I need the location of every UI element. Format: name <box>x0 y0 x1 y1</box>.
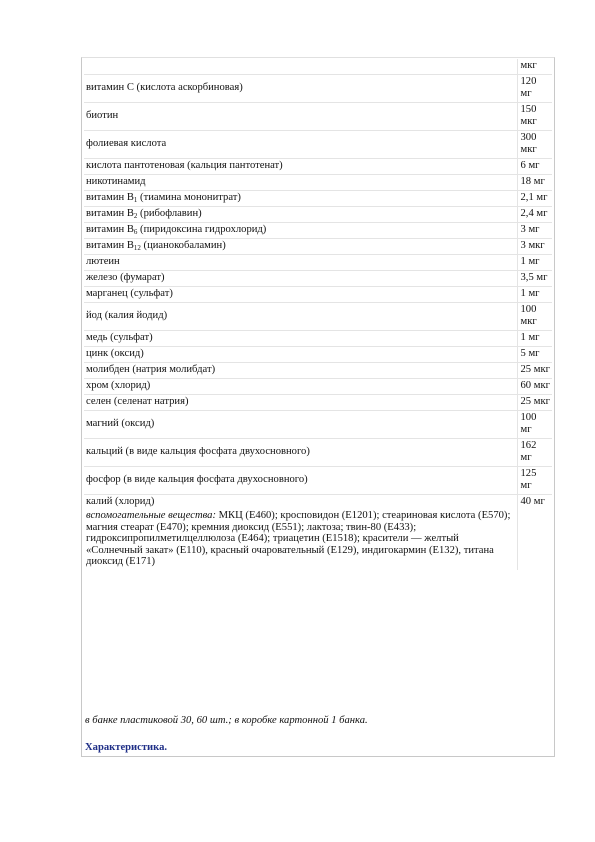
ingredient-name: селен (селенат натрия) <box>84 395 517 411</box>
table-row <box>84 103 552 131</box>
ingredient-amount: 60 мкг <box>517 379 552 395</box>
ingredient-amount: 40 мг <box>520 496 545 507</box>
name-subscript: 6 <box>133 228 138 236</box>
table-row <box>84 287 552 303</box>
excipients-text <box>86 510 515 568</box>
name-prefix: витамин B <box>86 224 134 235</box>
ingredient-name: кальций (в виде кальция фосфата двухосновного) <box>84 439 517 467</box>
name-subscript: 2 <box>133 212 138 220</box>
name-suffix: (рибофлавин) <box>137 208 202 219</box>
ingredient-amount: 3 мкг <box>517 239 552 255</box>
table-row <box>84 439 552 467</box>
ingredient-amount: 2,4 мг <box>517 207 552 223</box>
ingredient-amount: 25 мкг <box>517 363 552 379</box>
ingredient-amount: 1 мг <box>517 331 552 347</box>
name-subscript: 1 <box>133 196 138 204</box>
ingredient-amount: мкг <box>517 59 552 75</box>
ingredient-amount: 1 мг <box>517 255 552 271</box>
excipients-lead: вспомогательные вещества: <box>86 510 216 521</box>
ingredient-amount: 1 мг <box>517 287 552 303</box>
table-row <box>84 175 552 191</box>
ingredient-name <box>84 59 517 75</box>
name-suffix: (тиамина мононитрат) <box>137 192 241 203</box>
name-suffix: (цианокобаламин) <box>140 240 226 251</box>
excipients-list: МКЦ (Е460); кросповидон (Е1201); стеариновая кислота (Е570); магния стеарат (Е470); кремния диоксид (Е551); лактоза; твин-80 (Е433); гидроксипропилметилцеллюлоза (Е464); триацетин (Е1518); красители — желтый «Солнечный закат» (Е110), красный очаровательный (Е129), индигокармин (Е132), титана диоксид (Е171) <box>86 510 511 567</box>
ingredient-name <box>84 495 517 570</box>
table-row <box>84 363 552 379</box>
name-prefix: витамин B <box>86 192 134 203</box>
ingredient-name <box>84 223 517 239</box>
ingredient-name: фолиевая кислота <box>84 131 517 159</box>
table-row <box>84 223 552 239</box>
table-row <box>84 207 552 223</box>
ingredient-amount: 25 мкг <box>517 395 552 411</box>
table-row <box>84 411 552 439</box>
table-row <box>84 191 552 207</box>
ingredient-amount: 2,1 мг <box>517 191 552 207</box>
ingredient-name: медь (сульфат) <box>84 331 517 347</box>
section-heading: Характеристика. <box>85 742 168 753</box>
table-row <box>84 131 552 159</box>
table-row <box>84 331 552 347</box>
ingredient-name: лютеин <box>84 255 517 271</box>
table-row <box>84 495 552 570</box>
ingredient-name: молибден (натрия молибдат) <box>84 363 517 379</box>
table-row <box>84 239 552 255</box>
ingredient-name: кислота пантотеновая (кальция пантотенат) <box>84 159 517 175</box>
name-subscript: 12 <box>133 244 141 252</box>
table-row <box>84 395 552 411</box>
composition-table <box>84 59 552 570</box>
ingredient-name <box>84 207 517 223</box>
ingredient-amount: 300 мкг <box>517 131 552 159</box>
ingredient-name: марганец (сульфат) <box>84 287 517 303</box>
ingredient-amount: 120 мг <box>517 75 552 103</box>
ingredient-name: йод (калия йодид) <box>84 303 517 331</box>
ingredient-name: фосфор (в виде кальция фосфата двухосновного) <box>84 467 517 495</box>
ingredient-amount: 100 мг <box>517 411 552 439</box>
table-row <box>84 59 552 75</box>
ingredient-amount: 125 мг <box>517 467 552 495</box>
ingredient-name: магний (оксид) <box>84 411 517 439</box>
table-row <box>84 75 552 103</box>
table-row <box>84 467 552 495</box>
name-prefix: витамин B <box>86 240 134 251</box>
ingredient-amount: 5 мг <box>517 347 552 363</box>
ingredient-name: биотин <box>84 103 517 131</box>
table-row <box>84 159 552 175</box>
ingredient-amount: 6 мг <box>517 159 552 175</box>
table-row <box>84 303 552 331</box>
table-row <box>84 347 552 363</box>
ingredient-amount: 3 мг <box>517 223 552 239</box>
ingredient-name: никотинамид <box>84 175 517 191</box>
ingredient-name <box>84 191 517 207</box>
name-suffix: (пиридоксина гидрохлорид) <box>137 224 267 235</box>
table-row <box>84 271 552 287</box>
ingredient-name: железо (фумарат) <box>84 271 517 287</box>
name-prefix: витамин B <box>86 208 134 219</box>
packaging-text: в банке пластиковой 30, 60 шт.; в коробке картонной 1 банка. <box>85 715 368 726</box>
ingredient-name <box>84 239 517 255</box>
table-row <box>84 255 552 271</box>
ingredient-amount: 3,5 мг <box>517 271 552 287</box>
potassium-label: калий (хлорид) <box>86 496 155 507</box>
ingredient-amount: 100 мкг <box>517 303 552 331</box>
ingredient-name: цинк (оксид) <box>84 347 517 363</box>
ingredient-name: хром (хлорид) <box>84 379 517 395</box>
ingredient-amount: 18 мг <box>517 175 552 191</box>
ingredient-amount: 150 мкг <box>517 103 552 131</box>
ingredient-name: витамин С (кислота аскорбиновая) <box>84 75 517 103</box>
ingredient-amount: 162 мг <box>517 439 552 467</box>
table-row <box>84 379 552 395</box>
